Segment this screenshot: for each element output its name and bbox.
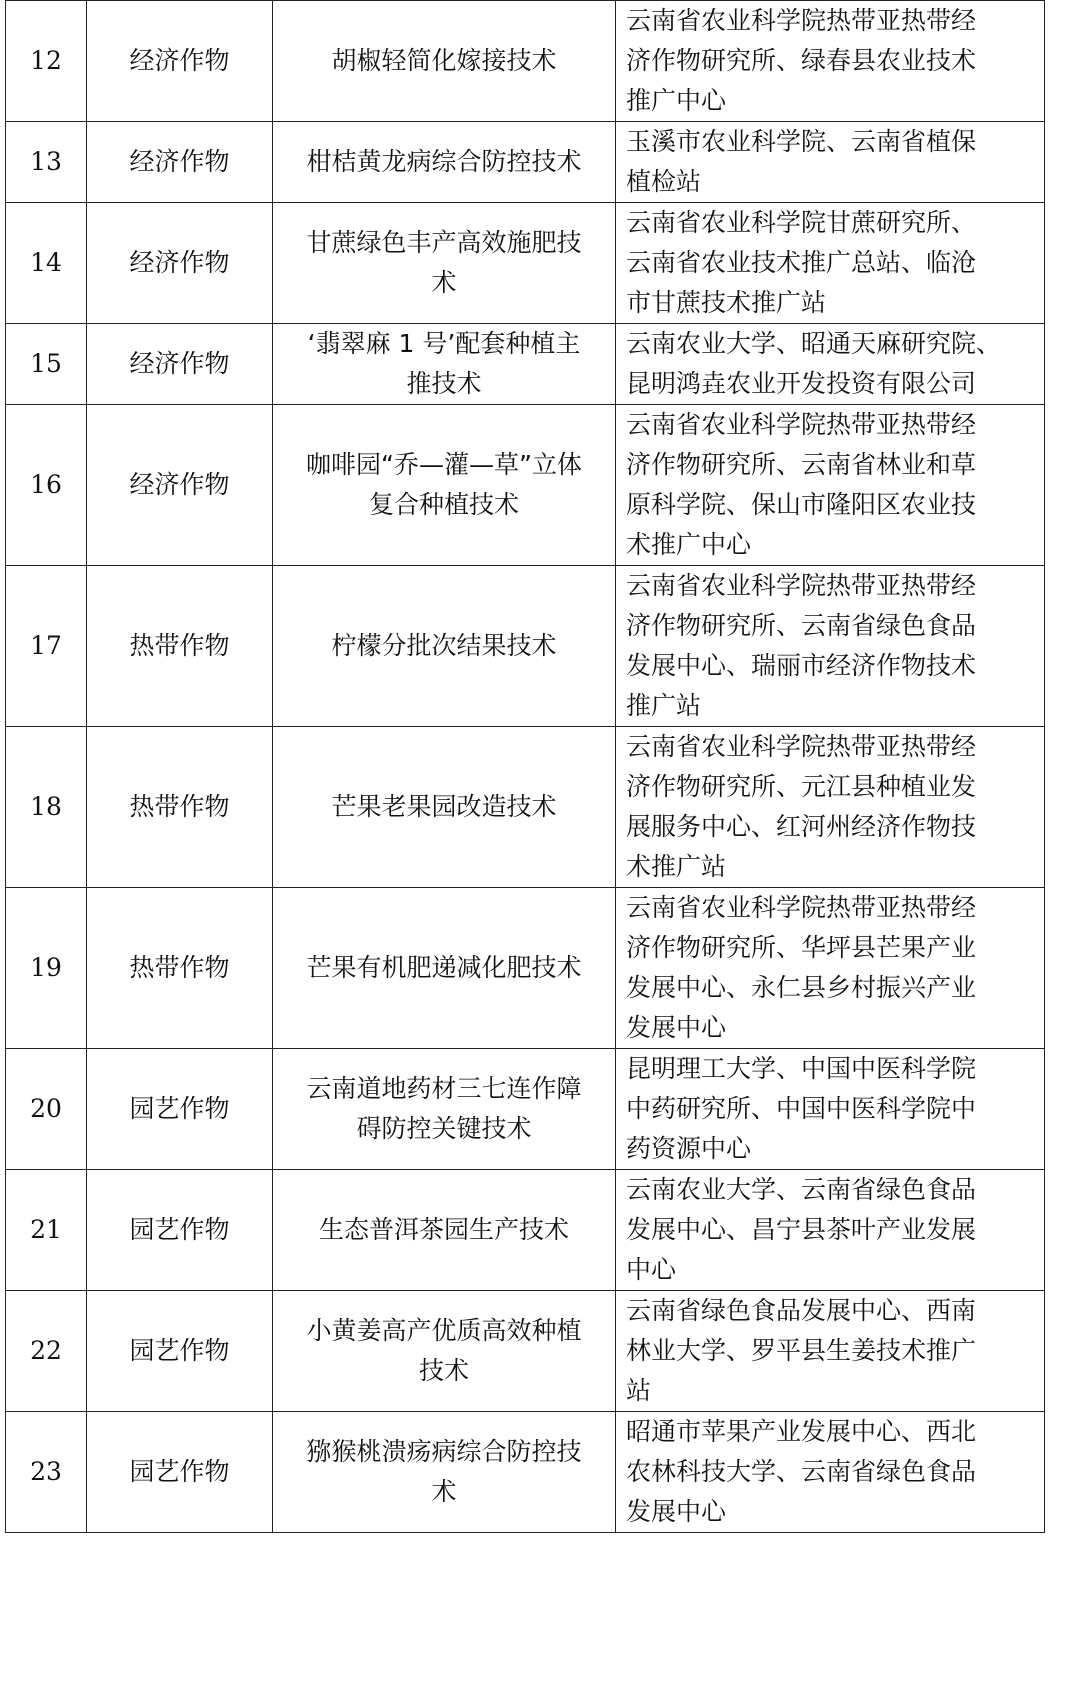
- unit-name-line: 植检站: [626, 167, 702, 196]
- row-number-cell: [6, 1412, 87, 1533]
- category-cell: [87, 324, 273, 405]
- technology-name-line: 甘蔗绿色丰产高效施肥技: [306, 228, 582, 257]
- unit-cell: [616, 324, 1045, 405]
- unit-name-line: 农林科技大学、云南省绿色食品: [626, 1457, 977, 1486]
- row-number-cell: [6, 727, 87, 888]
- category-text: 园艺作物: [129, 1094, 230, 1123]
- unit-name-line: 站: [626, 1376, 652, 1405]
- unit-name-line: 济作物研究所、绿春县农业技术: [626, 46, 977, 75]
- row-number: 19: [30, 953, 62, 982]
- unit-cell: [616, 1291, 1045, 1412]
- category-text: 园艺作物: [129, 1215, 230, 1244]
- row-number-cell: [6, 888, 87, 1049]
- unit-name-line: 发展中心、永仁县乡村振兴产业: [626, 973, 977, 1002]
- row-number-cell: [6, 203, 87, 324]
- technology-name-line: 柑桔黄龙病综合防控技术: [306, 147, 582, 176]
- technology-cell: [273, 405, 616, 566]
- category-cell: [87, 122, 273, 203]
- unit-name-line: 济作物研究所、元江县种植业发: [626, 772, 977, 801]
- row-number: 21: [30, 1215, 62, 1244]
- category-text: 热带作物: [129, 792, 230, 821]
- technology-cell: [273, 203, 616, 324]
- technology-name-line: 猕猴桃溃疡病综合防控技: [306, 1437, 582, 1466]
- unit-cell: [616, 1, 1045, 122]
- category-cell: [87, 888, 273, 1049]
- unit-name-line: 术推广站: [626, 852, 727, 881]
- unit-cell: [616, 727, 1045, 888]
- unit-name-line: 推广中心: [626, 86, 727, 115]
- technology-cell: [273, 1170, 616, 1291]
- category-text: 热带作物: [129, 631, 230, 660]
- category-cell: [87, 1, 273, 122]
- technology-name-line: 芒果有机肥递减化肥技术: [306, 953, 582, 982]
- technology-cell: [273, 1412, 616, 1533]
- unit-name-line: 药资源中心: [626, 1134, 752, 1163]
- unit-name-line: 云南省农业技术推广总站、临沧: [626, 248, 977, 277]
- table-row: [6, 122, 1045, 203]
- category-text: 经济作物: [129, 46, 230, 75]
- technology-name-line: 复合种植技术: [368, 490, 519, 519]
- unit-name-line: 玉溪市农业科学院、云南省植保: [626, 127, 977, 156]
- technology-name-line: ‘翡翠麻 1 号’配套种植主: [307, 329, 581, 358]
- unit-name-line: 中药研究所、中国中医科学院中: [626, 1094, 977, 1123]
- category-cell: [87, 1291, 273, 1412]
- technology-cell: [273, 324, 616, 405]
- technology-name-line: 术: [431, 1477, 457, 1506]
- technology-name-line: 技术: [418, 1356, 469, 1385]
- technology-name-line: 推技术: [406, 369, 482, 398]
- category-text: 经济作物: [129, 147, 230, 176]
- technology-cell: [273, 727, 616, 888]
- row-number: 14: [30, 248, 62, 277]
- unit-name-line: 发展中心、瑞丽市经济作物技术: [626, 651, 977, 680]
- unit-cell: [616, 405, 1045, 566]
- category-text: 园艺作物: [129, 1457, 230, 1486]
- unit-name-line: 中心: [626, 1255, 677, 1284]
- unit-name-line: 云南省农业科学院热带亚热带经: [626, 732, 977, 761]
- unit-name-line: 云南省农业科学院热带亚热带经: [626, 410, 977, 439]
- unit-cell: [616, 1049, 1045, 1170]
- category-cell: [87, 1412, 273, 1533]
- technology-cell: [273, 1049, 616, 1170]
- row-number: 20: [30, 1094, 62, 1123]
- unit-cell: [616, 1170, 1045, 1291]
- category-text: 经济作物: [129, 349, 230, 378]
- unit-name-line: 推广站: [626, 691, 702, 720]
- technology-name-line: 碍防控关键技术: [356, 1114, 532, 1143]
- unit-name-line: 林业大学、罗平县生姜技术推广: [626, 1336, 977, 1365]
- technology-cell: [273, 1291, 616, 1412]
- unit-name-line: 展服务中心、红河州经济作物技: [626, 812, 977, 841]
- category-cell: [87, 405, 273, 566]
- technology-name-line: 胡椒轻简化嫁接技术: [331, 46, 557, 75]
- technology-name-line: 生态普洱茶园生产技术: [318, 1215, 569, 1244]
- row-number-cell: [6, 324, 87, 405]
- technology-name-line: 术: [431, 268, 457, 297]
- unit-name-line: 云南农业大学、昭通天麻研究院、: [626, 329, 1002, 358]
- unit-name-line: 云南省农业科学院甘蔗研究所、: [626, 208, 977, 237]
- table-row: [6, 1170, 1045, 1291]
- category-text: 经济作物: [129, 248, 230, 277]
- unit-cell: [616, 888, 1045, 1049]
- unit-name-line: 原科学院、保山市隆阳区农业技: [626, 490, 977, 519]
- unit-name-line: 昭通市苹果产业发展中心、西北: [626, 1417, 977, 1446]
- row-number: 16: [30, 470, 62, 499]
- unit-name-line: 发展中心、昌宁县茶叶产业发展: [626, 1215, 977, 1244]
- unit-name-line: 济作物研究所、云南省林业和草: [626, 450, 977, 479]
- row-number-cell: [6, 1049, 87, 1170]
- table-row: [6, 1049, 1045, 1170]
- technology-name-line: 小黄姜高产优质高效种植: [306, 1316, 582, 1345]
- table-row: [6, 405, 1045, 566]
- unit-name-line: 云南农业大学、云南省绿色食品: [626, 1175, 977, 1204]
- category-cell: [87, 1170, 273, 1291]
- unit-cell: [616, 203, 1045, 324]
- unit-cell: [616, 566, 1045, 727]
- unit-name-line: 济作物研究所、华坪县芒果产业: [626, 933, 977, 962]
- technology-cell: [273, 566, 616, 727]
- category-cell: [87, 1049, 273, 1170]
- unit-name-line: 云南省农业科学院热带亚热带经: [626, 6, 977, 35]
- row-number: 22: [30, 1336, 62, 1365]
- row-number: 17: [30, 631, 62, 660]
- unit-name-line: 发展中心: [626, 1497, 727, 1526]
- technology-cell: [273, 1, 616, 122]
- table-row: [6, 566, 1045, 727]
- row-number: 23: [30, 1457, 62, 1486]
- technology-name-line: 柠檬分批次结果技术: [331, 631, 557, 660]
- table-body: [6, 1, 1045, 1533]
- row-number-cell: [6, 405, 87, 566]
- row-number: 13: [30, 147, 62, 176]
- unit-name-line: 云南省农业科学院热带亚热带经: [626, 571, 977, 600]
- row-number-cell: [6, 1170, 87, 1291]
- row-number: 12: [30, 46, 62, 75]
- unit-name-line: 云南省绿色食品发展中心、西南: [626, 1296, 977, 1325]
- category-text: 热带作物: [129, 953, 230, 982]
- technology-cell: [273, 888, 616, 1049]
- unit-name-line: 发展中心: [626, 1013, 727, 1042]
- technology-name-line: 芒果老果园改造技术: [331, 792, 557, 821]
- table-row: [6, 1291, 1045, 1412]
- row-number: 18: [30, 792, 62, 821]
- unit-cell: [616, 1412, 1045, 1533]
- technology-name-line: 咖啡园“乔—灌—草”立体: [306, 450, 582, 479]
- unit-name-line: 昆明鸿垚农业开发投资有限公司: [626, 369, 977, 398]
- row-number-cell: [6, 1291, 87, 1412]
- table-row: [6, 888, 1045, 1049]
- row-number: 15: [30, 349, 62, 378]
- technology-table: [5, 0, 1045, 1533]
- row-number-cell: [6, 566, 87, 727]
- row-number-cell: [6, 122, 87, 203]
- technology-name-line: 云南道地药材三七连作障: [306, 1074, 582, 1103]
- category-cell: [87, 203, 273, 324]
- category-cell: [87, 566, 273, 727]
- category-text: 经济作物: [129, 470, 230, 499]
- unit-name-line: 济作物研究所、云南省绿色食品: [626, 611, 977, 640]
- table-row: [6, 1, 1045, 122]
- category-cell: [87, 727, 273, 888]
- unit-name-line: 市甘蔗技术推广站: [626, 288, 827, 317]
- unit-name-line: 昆明理工大学、中国中医科学院: [626, 1054, 977, 1083]
- unit-name-line: 术推广中心: [626, 530, 752, 559]
- unit-cell: [616, 122, 1045, 203]
- unit-name-line: 云南省农业科学院热带亚热带经: [626, 893, 977, 922]
- table-row: [6, 727, 1045, 888]
- table-row: [6, 324, 1045, 405]
- row-number-cell: [6, 1, 87, 122]
- technology-cell: [273, 122, 616, 203]
- category-text: 园艺作物: [129, 1336, 230, 1365]
- table-row: [6, 203, 1045, 324]
- table-row: [6, 1412, 1045, 1533]
